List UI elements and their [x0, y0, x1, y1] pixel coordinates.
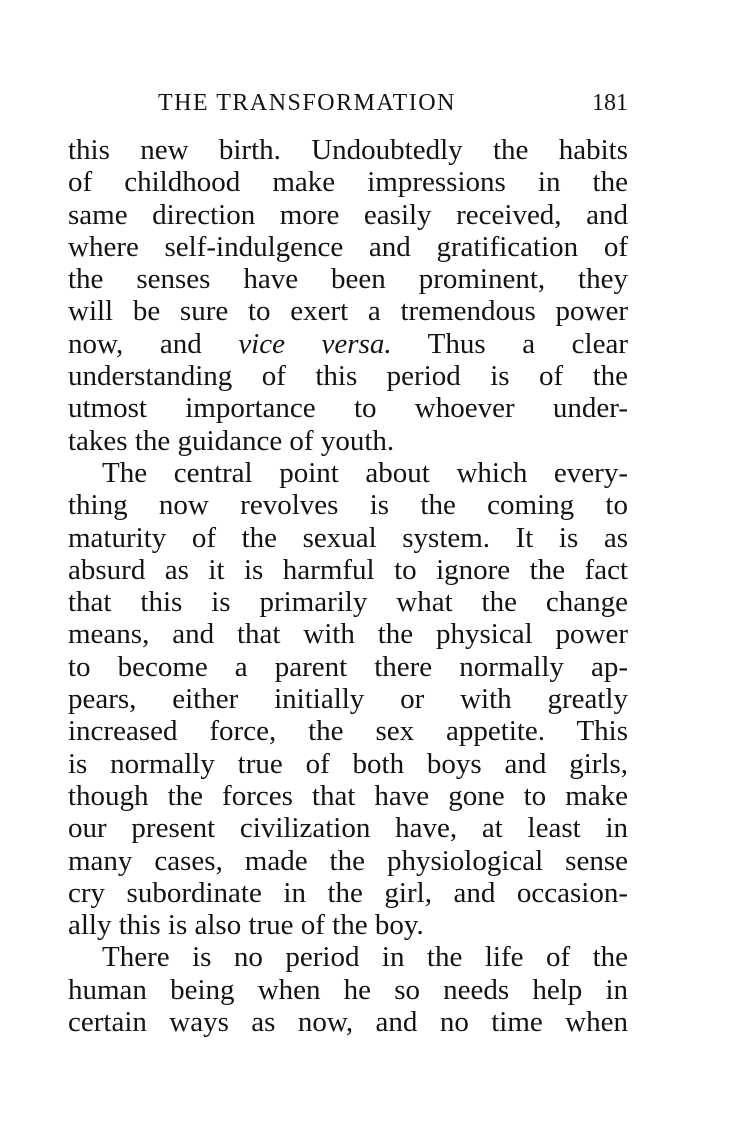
text-line: ally this is also true of the boy.: [68, 909, 424, 942]
page-number: 181: [592, 90, 628, 116]
text-line: to become a parent there normally ap-: [68, 650, 628, 683]
text-line: though the forces that have gone to make: [68, 779, 628, 812]
body-text: [68, 134, 628, 1038]
text-line: certain ways as now, and no time when: [68, 1006, 628, 1039]
text-line: same direction more easily received, and: [68, 198, 628, 231]
text-line: the senses have been prominent, they: [68, 263, 628, 296]
running-title: THE TRANSFORMATION: [158, 90, 456, 116]
text-line: understanding of this period is of the: [68, 360, 628, 393]
text-line: is normally true of both boys and girls,: [68, 747, 628, 780]
text-line: [68, 328, 628, 360]
text-line: takes the guidance of youth.: [68, 424, 395, 457]
italic-phrase: vice versa.: [238, 327, 392, 360]
text-line: our present civilization have, at least in: [68, 812, 628, 845]
text-line: thing now revolves is the coming to: [68, 489, 628, 522]
running-header: [158, 86, 628, 120]
text-line: that this is primarily what the change: [68, 586, 628, 619]
text-line: of childhood make impressions in the: [68, 166, 628, 199]
paragraph: [68, 134, 628, 457]
text-line: will be sure to exert a tremendous power: [68, 295, 628, 328]
paragraph: [68, 457, 628, 941]
text-line: human being when he so needs help in: [68, 973, 628, 1006]
text-line: means, and that with the physical power: [68, 618, 628, 651]
text-line: There is no period in the life of the: [102, 941, 628, 974]
text-line: many cases, made the physiological sense: [68, 844, 628, 877]
text-run: Thus a clear: [391, 327, 628, 360]
text-line: this new birth. Undoubtedly the habits: [68, 134, 628, 166]
text-line: The central point about which every-: [102, 456, 628, 489]
text-line: cry subordinate in the girl, and occasion-: [68, 876, 628, 909]
text-line: utmost importance to whoever under-: [68, 392, 628, 425]
text-line: absurd as it is harmful to ignore the fact: [68, 553, 628, 586]
text-line: where self-indulgence and gratification of: [68, 230, 628, 263]
paragraph: [68, 941, 628, 1038]
text-run: now, and: [68, 327, 239, 360]
text-line: increased force, the sex appetite. This: [68, 715, 628, 748]
text-line: pears, either initially or with greatly: [68, 683, 628, 716]
text-line: maturity of the sexual system. It is as: [68, 521, 628, 554]
